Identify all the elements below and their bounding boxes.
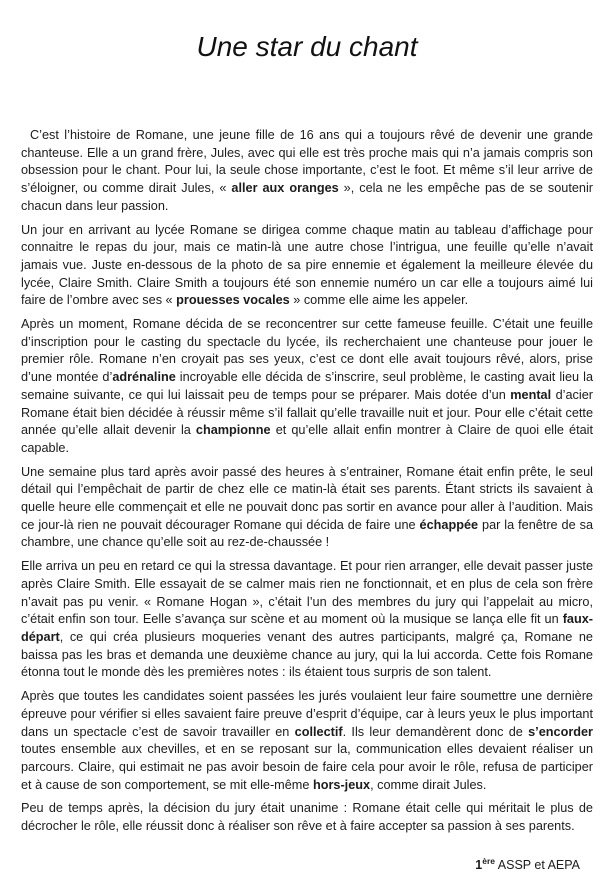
grade-number-digit: 1 (475, 858, 483, 872)
grade-number (475, 855, 495, 872)
paragraph-2 (21, 222, 593, 311)
text-run-bold: aller aux oranges (231, 181, 339, 196)
paragraph-1 (21, 127, 593, 216)
text-run: et qu’elle allait enfin montrer à Claire de quoi elle était capable. (21, 423, 593, 455)
paragraph-4 (21, 464, 593, 553)
text-run: Après un moment, Romane décida de se reconcentrer sur cette fameuse feuille. C’était une feuille d’inscription pour le casting du spectacle du lycée, ils recherchaient une chanteuse pour jouer le premier rôle. Romane n’en croyait pas ses yeux, c’est ce dont elle avait toujours rêvé, alors, prise d’une montée d’ (21, 317, 593, 385)
paragraph-6 (21, 688, 593, 794)
text-run: toutes ensemble aux chevilles, et en se reposant sur la, communication elles devaient réaliser un parcours. Claire, qui estimait ne pas avoir besoin de faire cela pour avoir le rôle, refusa de participer et à cause de son comportement, se mit elle-même (21, 742, 593, 792)
document-body (21, 127, 593, 836)
text-run: . Ils leur demandèrent donc de (342, 724, 529, 739)
text-run: C’est l’histoire de Romane, une jeune fille de 16 ans qui a toujours rêvé de devenir une grande chanteuse. Elle a un grand frère, Jules, avec qui elle est très proche mais qui n’a jamais compris son obsession pour le chant. Pour lui, la seule chose importante, c’est le foot. Et même s’il leur arrive de s’éloigner, ou comme dirait Jules, « (21, 128, 593, 196)
footer-label: ASSP et AEPA (494, 858, 580, 872)
text-run: , comme dirait Jules. (370, 777, 487, 792)
paragraph-7 (21, 800, 593, 835)
text-run-bold: faux-départ (21, 612, 593, 644)
text-run: par la fenêtre de sa chambre, une chance qu’elle soit au rez-de-chaussée ! (21, 517, 594, 550)
text-run-bold: mental (510, 387, 552, 402)
text-run: » comme elle aime les appeler. (289, 293, 469, 308)
text-run: Après que toutes les candidates soient passées les jurés voulaient leur faire soumettre une dernière épreuve pour vérifier si elles savaient faire preuve d’esprit d’équipe, car à leurs yeux le plus important dans un spectacle c’est de savoir travailler en (21, 689, 593, 739)
text-run: d’acier Romane était bien décidée à réussir même s’il fallait qu’elle travaille nuit et jour. Pour elle c’était cette année qu’elle allait devenir la (21, 387, 593, 438)
document-title: Une star du chant (196, 31, 418, 62)
paragraph-3 (21, 316, 593, 458)
text-run: Un jour en arrivant au lycée Romane se dirigea comme chaque matin au tableau d’affichage pour connaitre le repas du jour, mais ce matin-là une autre chose l’intrigua, une feuille qu’elle n’avait jamais vue. Juste en-dessous de la photo de sa pire ennemie et également la meilleure élevée du lycée, Claire Smith. Claire Smith a toujours été son ennemie numéro un car elle a toujours aimé lui faire de l’ombre avec ses « (21, 222, 593, 308)
text-run: Peu de temps après, la décision du jury était unanime : Romane était celle qui méritait le plus de décrocher le rôle, elle réussit donc à réaliser son rêve et à faire accepter sa passion à ses parents. (21, 801, 593, 834)
text-run-bold: hors-jeux (312, 777, 371, 792)
text-run-bold: prouesses vocales (176, 293, 290, 308)
text-run: , ce qui créa plusieurs moqueries venant des autres participants, malgré ça, Romane ne baissa pas les bras et demanda une deuxième chance au jury, qui la lui accorda. Cette fois Romane étonna tout le monde dès les premières notes : ils étaient tous surpris de son talent. (21, 629, 593, 680)
text-run-bold: adrénaline (112, 370, 176, 385)
text-run-bold: championne (195, 423, 271, 438)
grade-ordinal: ère (482, 855, 495, 866)
text-run: », cela ne les empêche pas de se soutenir chacun dans leur passion. (21, 181, 594, 213)
text-run: Une semaine plus tard après avoir passé des heures à s’entrainer, Romane était enfin prête, le seul détail qui l’empêchait de partir de chez elle ce matin-là était ses parents. Étant stricts ils savaient à quelle heure elle commençait et elle ne pouvait donc pas sortir en avance pour aller à l’audition. Mais ce jour-là rien ne pouvait décourager Romane qui décida de faire une (21, 464, 593, 532)
text-run-bold: s’encorder (528, 724, 593, 739)
page-footer (475, 857, 580, 873)
text-run: incroyable elle décida de s’inscrire, seul problème, le casting avait lieu la semaine suivante, ce qui lui laissait peu de temps pour se préparer. Mais dotée d’un (21, 370, 593, 402)
paragraph-5 (21, 558, 593, 682)
text-run-bold: échappée (419, 517, 479, 532)
text-run-bold: collectif (294, 724, 343, 739)
text-run: Elle arriva un peu en retard ce qui la stressa davantage. Et pour rien arranger, elle devait passer juste après Claire Smith. Elle essayait de se calmer mais rien ne fonctionnait, et en plus de cela son frère n’avait pas pu venir. « Romane Hogan », c’était l’un des membres du jury qui l’appelait au micro, c’était enfin son tour. Eelle s’avança sur scène et au moment où la musique se lança elle fit un (21, 559, 593, 627)
